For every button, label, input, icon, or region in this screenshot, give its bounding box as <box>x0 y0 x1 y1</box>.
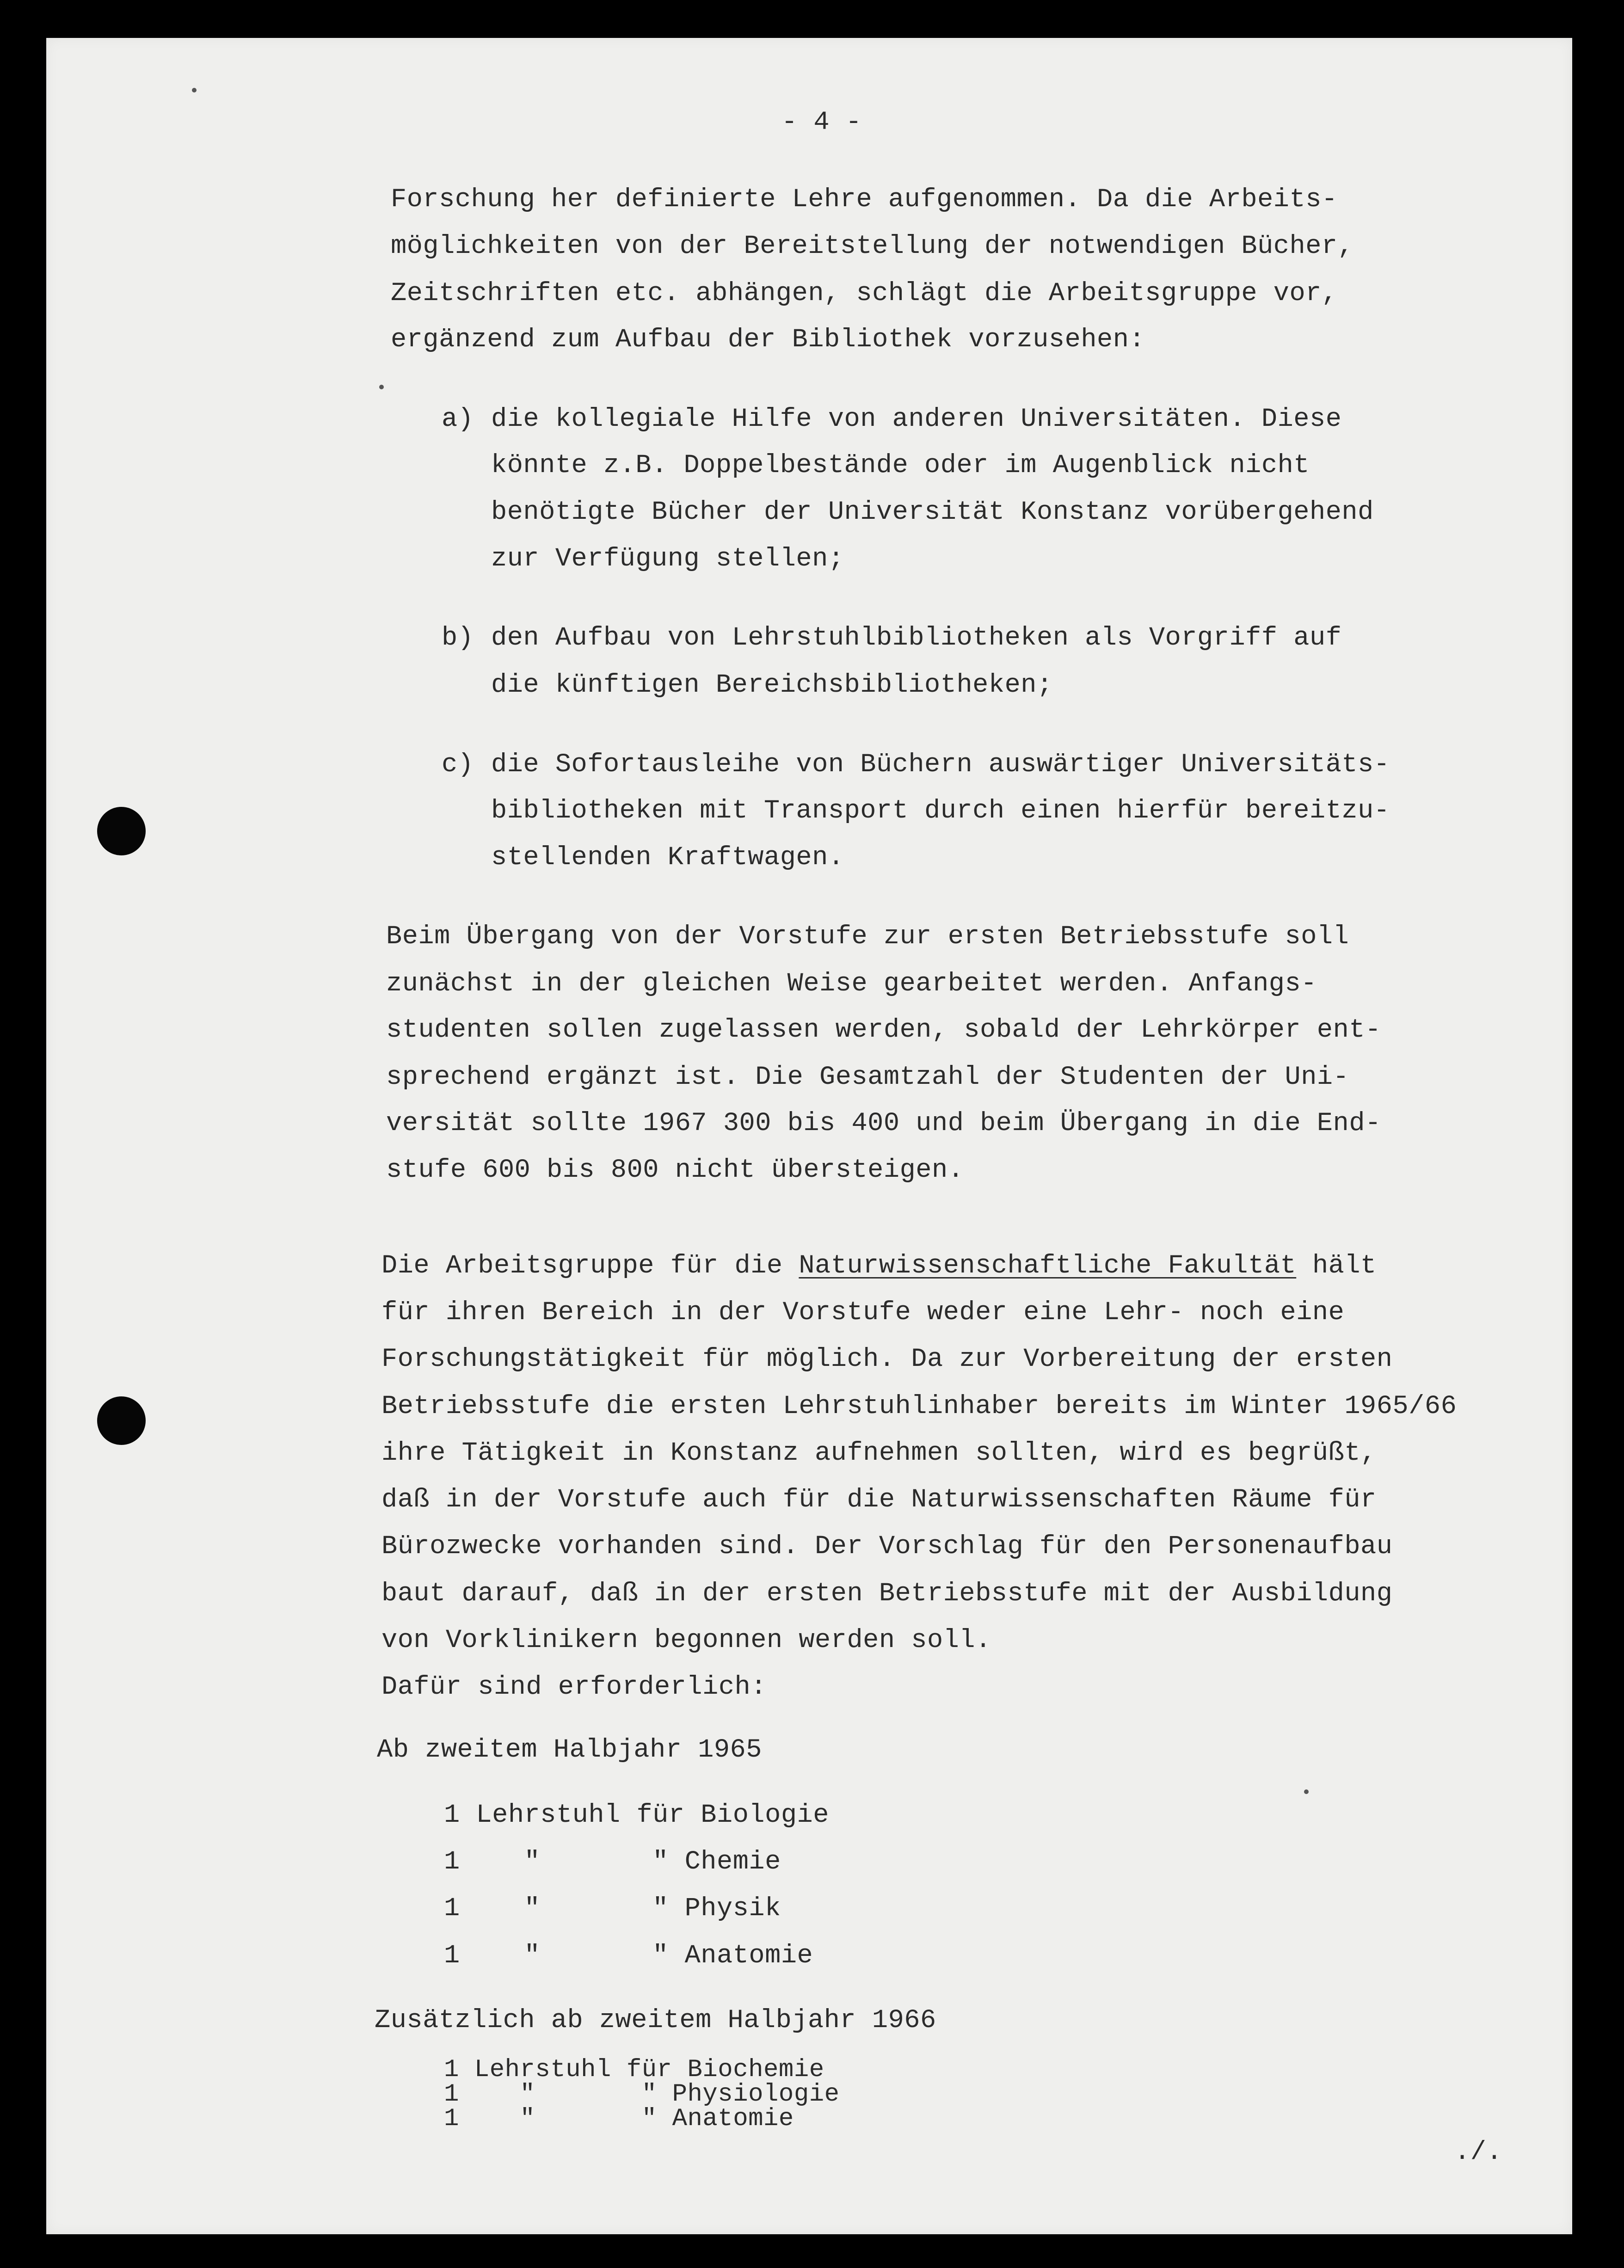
text-line: von Vorklinikern begonnen werden soll. <box>381 1626 991 1655</box>
text-line: möglichkeiten von der Bereitstellung der notwendigen Bücher, <box>391 232 1354 261</box>
text-line: Dafür sind erforderlich: <box>381 1672 767 1702</box>
list-item-line: könnte z.B. Doppelbestände oder im Augenblick nicht <box>491 451 1310 480</box>
punch-hole-upper <box>97 807 146 855</box>
text-run: hält <box>1296 1251 1377 1281</box>
chair-row: 1 Lehrstuhl für Biologie <box>444 1801 829 1830</box>
paper-speck <box>379 385 384 389</box>
list-item-line: stellenden Kraftwagen. <box>491 843 844 873</box>
list-marker: b) <box>442 623 474 653</box>
list-item-line: die künftigen Bereichsbibliotheken; <box>491 670 1053 700</box>
text-line: Zeitschriften etc. abhängen, schlägt die Arbeitsgruppe vor, <box>391 279 1338 308</box>
list-marker: a) <box>442 405 474 434</box>
text-line-with-underline <box>381 1250 1377 1282</box>
paper-speck <box>192 88 197 92</box>
continuation-mark: ./. <box>1454 2138 1503 2167</box>
text-line: Beim Übergang von der Vorstufe zur ersten Betriebsstufe soll <box>386 922 1349 952</box>
section-heading: Ab zweitem Halbjahr 1965 <box>377 1735 762 1765</box>
list-item-line: zur Verfügung stellen; <box>491 544 844 574</box>
text-line: Betriebsstufe die ersten Lehrstuhlinhaber bereits im Winter 1965/66 <box>381 1392 1457 1421</box>
text-line: Forschungstätigkeit für möglich. Da zur Vorbereitung der ersten <box>381 1345 1393 1374</box>
chair-row: 1 " " Anatomie <box>444 1941 813 1971</box>
text-line: studenten sollen zugelassen werden, sobald der Lehrkörper ent- <box>386 1015 1381 1045</box>
text-line: stufe 600 bis 800 nicht übersteigen. <box>386 1156 964 1185</box>
list-marker: c) <box>442 750 474 780</box>
text-line: versität sollte 1967 300 bis 400 und beim Übergang in die End- <box>386 1109 1381 1138</box>
text-line: baut darauf, daß in der ersten Betriebsstufe mit der Ausbildung <box>381 1579 1393 1609</box>
chair-row: 1 " " Chemie <box>444 1847 781 1877</box>
chair-row: 1 Lehrstuhl für Biochemie <box>444 2056 824 2084</box>
chair-row: 1 " " Physik <box>444 1894 781 1924</box>
text-line: für ihren Bereich in der Vorstufe weder eine Lehr- noch eine <box>381 1298 1345 1328</box>
page-number: - 4 - <box>781 108 862 137</box>
text-line: zunächst in der gleichen Weise gearbeitet werden. Anfangs- <box>386 969 1317 999</box>
text-line: sprechend ergänzt ist. Die Gesamtzahl der Studenten der Uni- <box>386 1063 1349 1092</box>
chair-row: 1 " " Anatomie <box>444 2105 794 2133</box>
text-run: Die Arbeitsgruppe für die <box>381 1251 799 1281</box>
faculty-name-underlined: Naturwissenschaftliche Fakultät <box>799 1251 1297 1281</box>
list-item-line: die Sofortausleihe von Büchern auswärtiger Universitäts- <box>491 750 1390 780</box>
list-item-line: bibliotheken mit Transport durch einen hierfür bereitzu- <box>491 796 1390 826</box>
text-line: Forschung her definierte Lehre aufgenommen. Da die Arbeits- <box>391 185 1338 215</box>
list-item-line: benötigte Bücher der Universität Konstanz vorübergehend <box>491 498 1374 527</box>
section-heading: Zusätzlich ab zweitem Halbjahr 1966 <box>375 2006 936 2035</box>
text-line: Bürozwecke vorhanden sind. Der Vorschlag für den Personenaufbau <box>381 1532 1393 1561</box>
punch-hole-lower <box>97 1396 146 1445</box>
chair-row: 1 " " Physiologie <box>444 2080 840 2108</box>
list-item-line: den Aufbau von Lehrstuhlbibliotheken als Vorgriff auf <box>491 623 1342 653</box>
text-line: ihre Tätigkeit in Konstanz aufnehmen sollten, wird es begrüßt, <box>381 1438 1377 1468</box>
text-line: daß in der Vorstufe auch für die Naturwissenschaften Räume für <box>381 1485 1377 1515</box>
text-line: ergänzend zum Aufbau der Bibliothek vorzusehen: <box>391 325 1145 355</box>
paper-speck <box>1304 1789 1309 1794</box>
list-item-line: die kollegiale Hilfe von anderen Universitäten. Diese <box>491 405 1342 434</box>
